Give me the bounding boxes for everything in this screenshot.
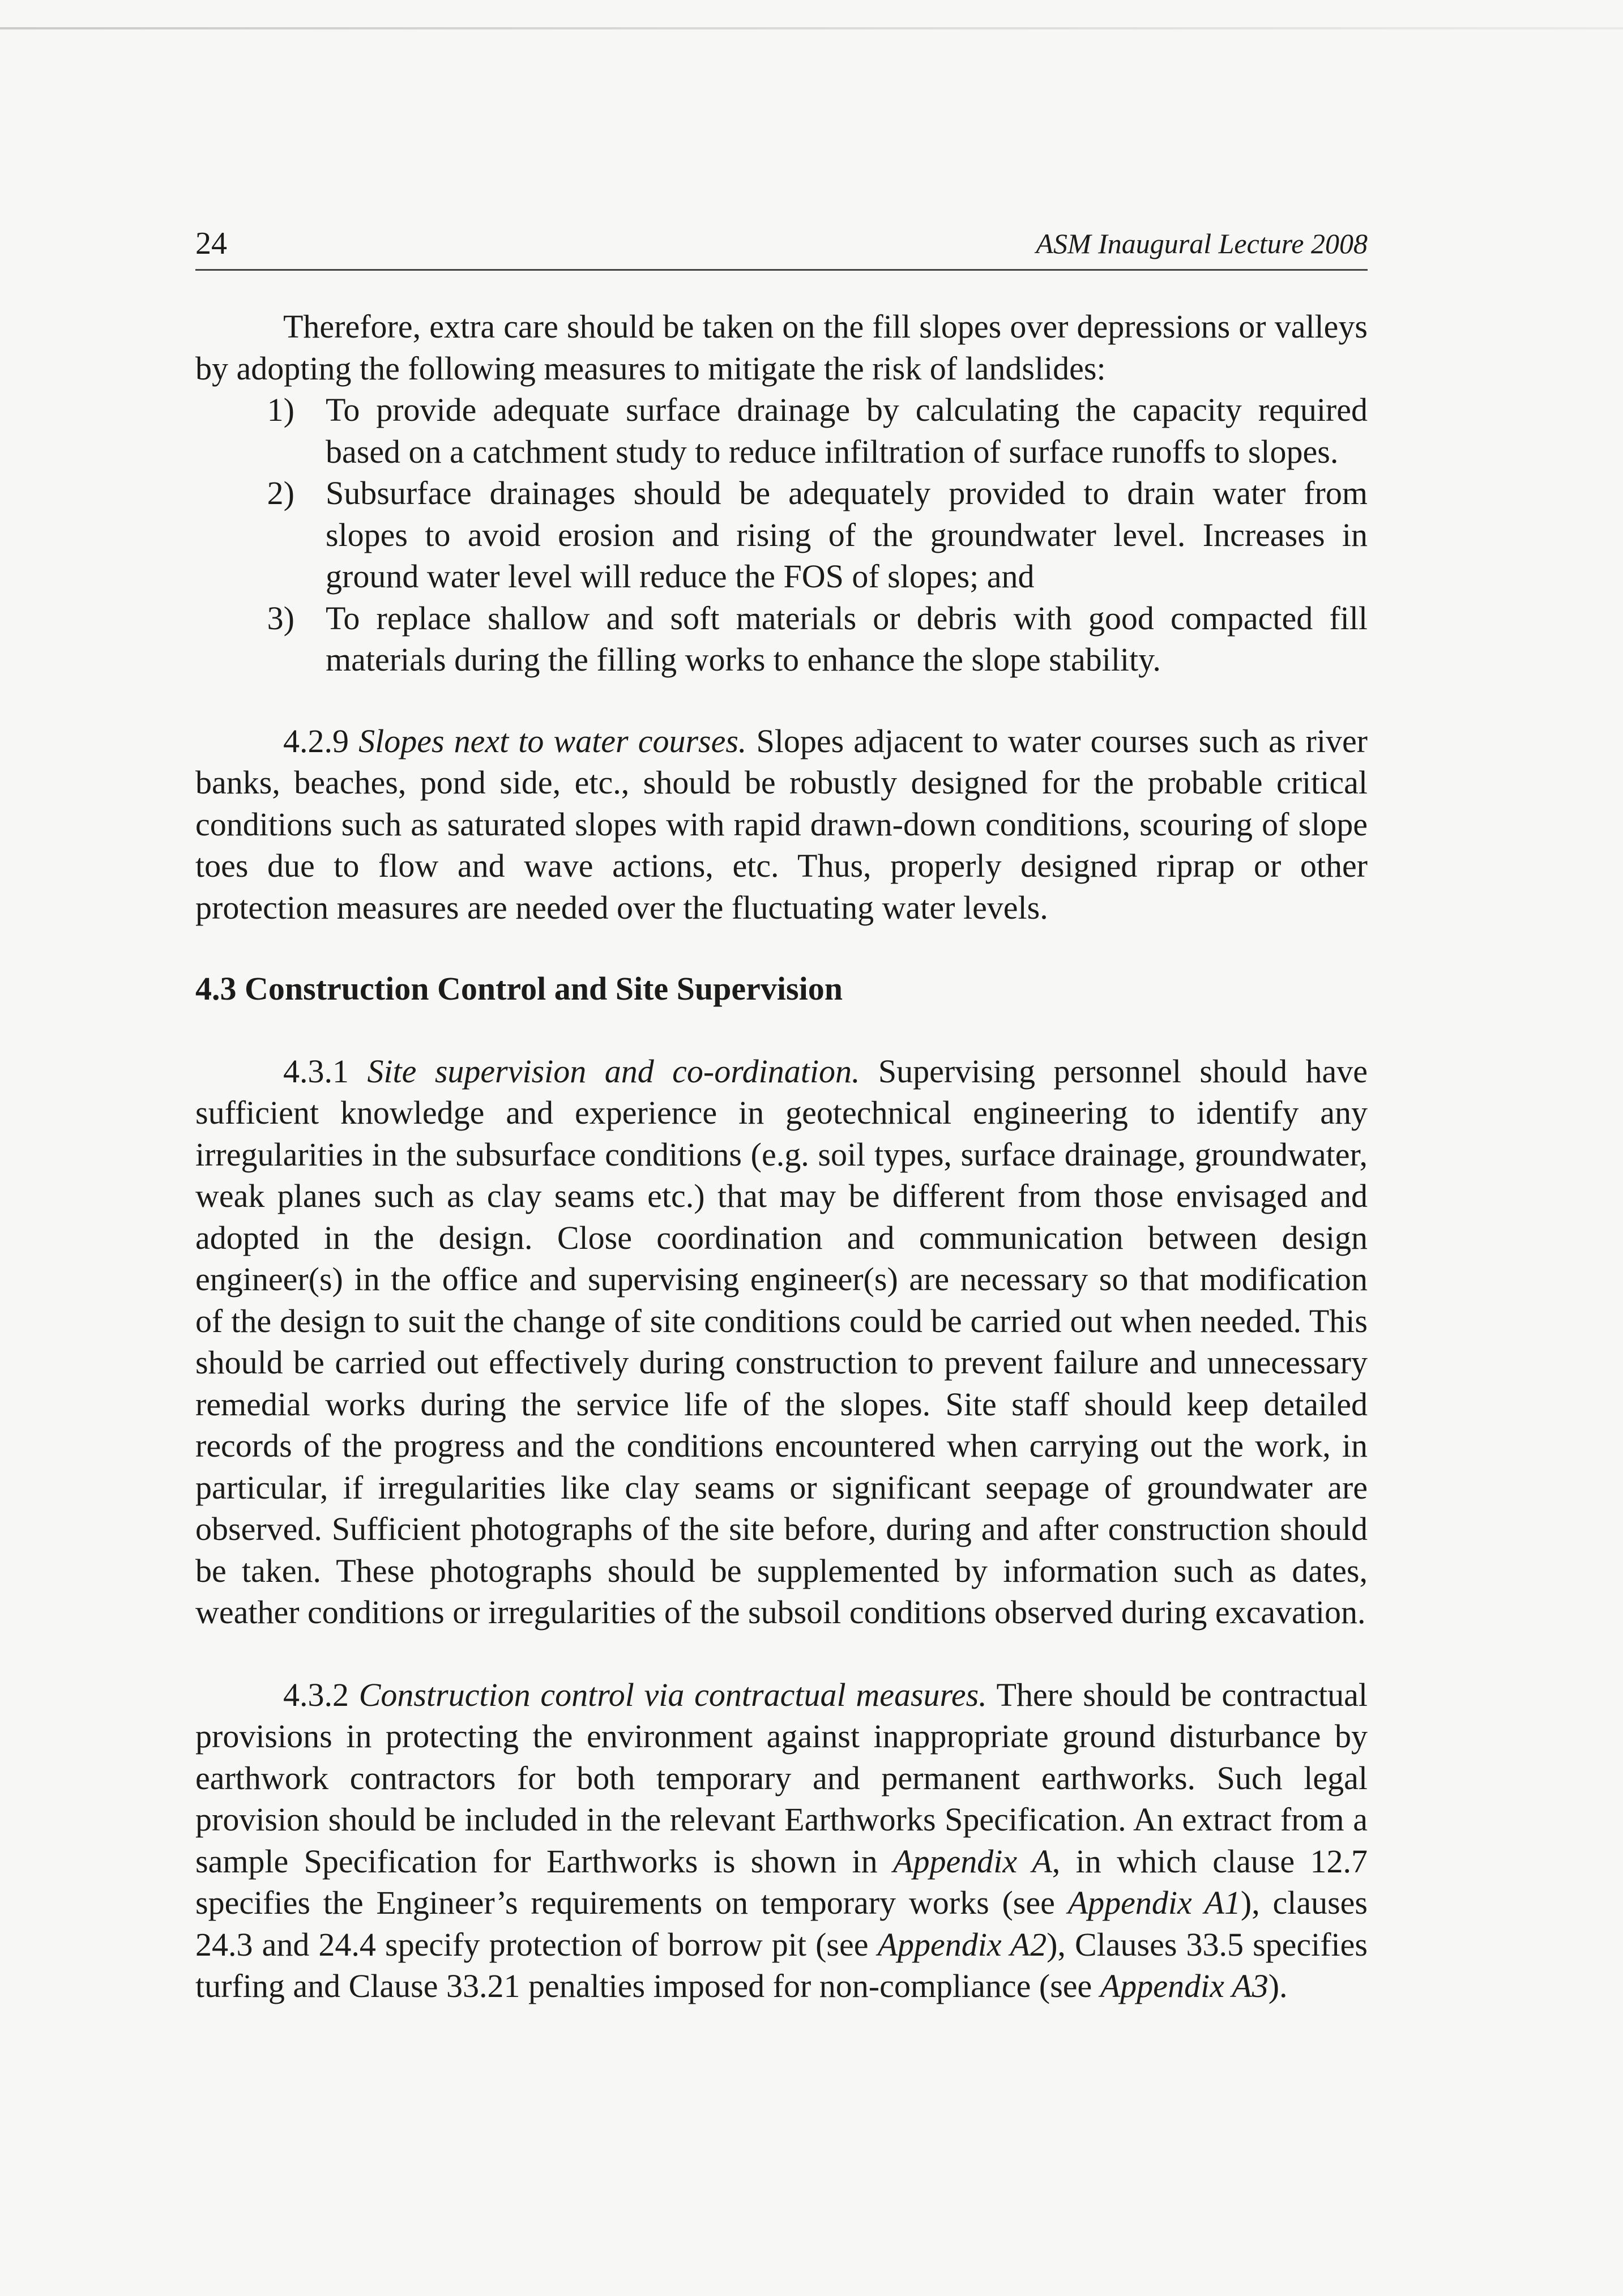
section-text: , in which clause 12.7 specifies the Engineer’s requirements on temporary works (see xyxy=(195,1842,1368,1921)
list-item-number: 1) xyxy=(267,391,294,428)
section-text: ), Clauses 33.5 specifies turfing and Clause 33.21 penalties imposed for non-compliance (see xyxy=(195,1926,1368,2004)
section-4-3-2-paragraph xyxy=(195,1674,1368,2007)
section-text: There should be contractual provisions in protecting the environment against inappropriate ground disturbance by earthwork contractors for both temporary and permanent earthworks. Such legal provision should be included in the relevant Earthworks Specification. An extract from a sample Specification for Earthworks is shown in xyxy=(195,1676,1368,1880)
section-number: 4.3.2 xyxy=(283,1676,349,1713)
section-text: Slopes adjacent to water courses such as river banks, beaches, pond side, etc., should be robustly designed for the probable critical conditions such as saturated slopes with rapid drawn-down conditions, scouring of slope toes due to flow and wave actions, etc. Thus, properly designed riprap or other protection measures are needed over the fluctuating water levels. xyxy=(195,722,1368,926)
section-text: ). xyxy=(1268,1968,1288,2004)
list-item-number: 3) xyxy=(267,599,294,637)
appendix-reference: Appendix A3 xyxy=(1100,1968,1268,2004)
list-item xyxy=(195,472,1368,598)
section-4-2-9-paragraph xyxy=(195,720,1368,929)
running-title: ASM Inaugural Lecture 2008 xyxy=(1036,228,1368,259)
list-item-text: To provide adequate surface drainage by calculating the capacity required based on a catchment study to reduce infiltration of surface runoffs to slopes. xyxy=(326,391,1368,470)
page-number: 24 xyxy=(195,226,227,261)
section-4-3-1-paragraph xyxy=(195,1051,1368,1633)
list-item-text: Subsurface drainages should be adequately provided to drain water from slopes to avoid erosion and rising of the groundwater level. Increases in ground water level will reduce the FOS of slopes; and xyxy=(326,475,1368,595)
appendix-reference: Appendix A1 xyxy=(1067,1884,1241,1921)
list-item-text: To replace shallow and soft materials or debris with good compacted fill materials during the filling works to enhance the slope stability. xyxy=(326,599,1368,678)
section-text: ), clauses 24.3 and 24.4 specify protection of borrow pit (see xyxy=(195,1884,1368,1963)
page-header xyxy=(195,224,1368,271)
section-title: Construction control via contractual measures. xyxy=(358,1676,987,1713)
section-title: Site supervision and co-ordination. xyxy=(367,1052,860,1090)
appendix-reference: Appendix A xyxy=(893,1842,1052,1880)
page-body xyxy=(195,306,1368,2007)
section-title: Slopes next to water courses. xyxy=(358,722,747,759)
section-text: Supervising personnel should have sufficient knowledge and experience in geotechnical engineering to identify any irregularities in the subsurface conditions (e.g. soil types, surface drainage, groundwater, weak planes such as clay seams etc.) that may be different from those envisaged and adopted in the design. Close coordination and communication between design engineer(s) in the office and supervising engineer(s) are necessary so that modification of the design to suit the change of site conditions could be carried out when needed. This should be carried out effectively during construction to prevent failure and unnecessary remedial works during the service life of the slopes. Site staff should keep detailed records of the progress and the conditions encountered when carrying out the work, in particular, if irregularities like clay seams or significant seepage of groundwater are observed. Sufficient photographs of the site before, during and after construction should be taken. These photographs should be supplemented by information such as dates, weather conditions or irregularities of the subsoil conditions observed during excavation. xyxy=(195,1052,1368,1631)
section-heading: 4.3 Construction Control and Site Supervision xyxy=(195,970,843,1007)
measures-list xyxy=(195,389,1368,681)
list-item-number: 2) xyxy=(267,475,294,511)
section-number: 4.2.9 xyxy=(283,722,349,759)
list-item xyxy=(195,389,1368,472)
appendix-reference: Appendix A2 xyxy=(877,1926,1047,1963)
section-number: 4.3.1 xyxy=(283,1052,349,1090)
scan-edge-shadow xyxy=(0,27,1623,29)
intro-paragraph: Therefore, extra care should be taken on the fill slopes over depressions or valleys by adopting the following measures to mitigate the risk of landslides: xyxy=(195,308,1368,387)
list-item xyxy=(195,598,1368,681)
